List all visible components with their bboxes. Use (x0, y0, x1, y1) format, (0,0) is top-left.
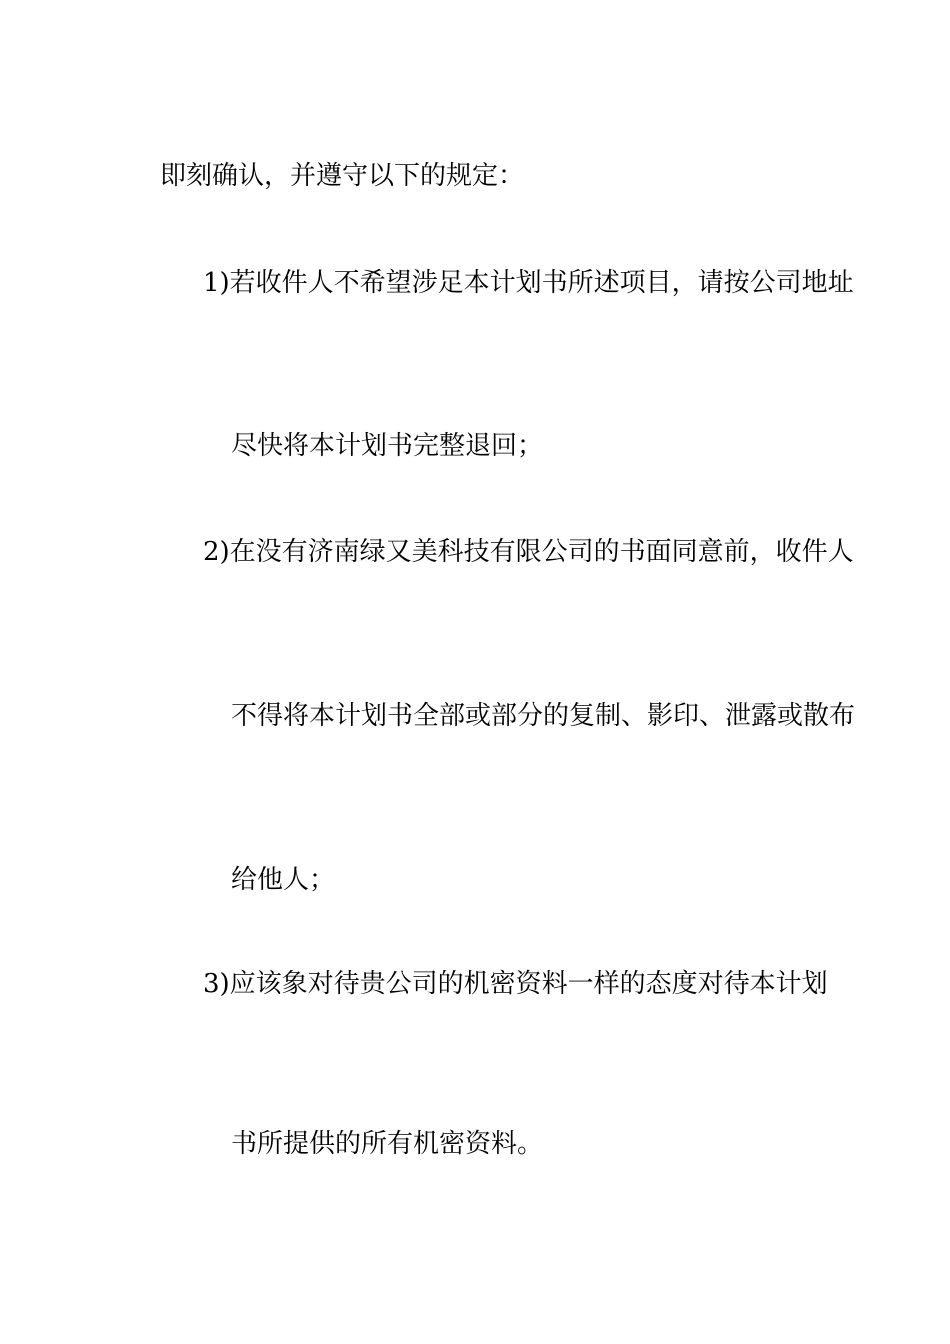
rule-item-2-line-2: 不得将本计划书全部或部分的复制、影印、泄露或散布 (231, 701, 856, 731)
rule-item-1-line-2: 尽快将本计划书完整退回； (231, 431, 544, 461)
rule-item-2-line-3: 给他人； (231, 865, 336, 895)
intro-paragraph: 即刻确认，并遵守以下的规定： (160, 161, 525, 191)
rule-item-3-line-1: 3)应该象对待贵公司的机密资料一样的态度对待本计划 (203, 969, 828, 999)
rule-item-2-line-1: 2)在没有济南绿又美科技有限公司的书面同意前，收件人 (203, 537, 854, 567)
rule-item-1-line-1: 1)若收件人不希望涉足本计划书所述项目，请按公司地址 (203, 268, 854, 298)
rule-item-3-line-2: 书所提供的所有机密资料。 (231, 1129, 544, 1159)
